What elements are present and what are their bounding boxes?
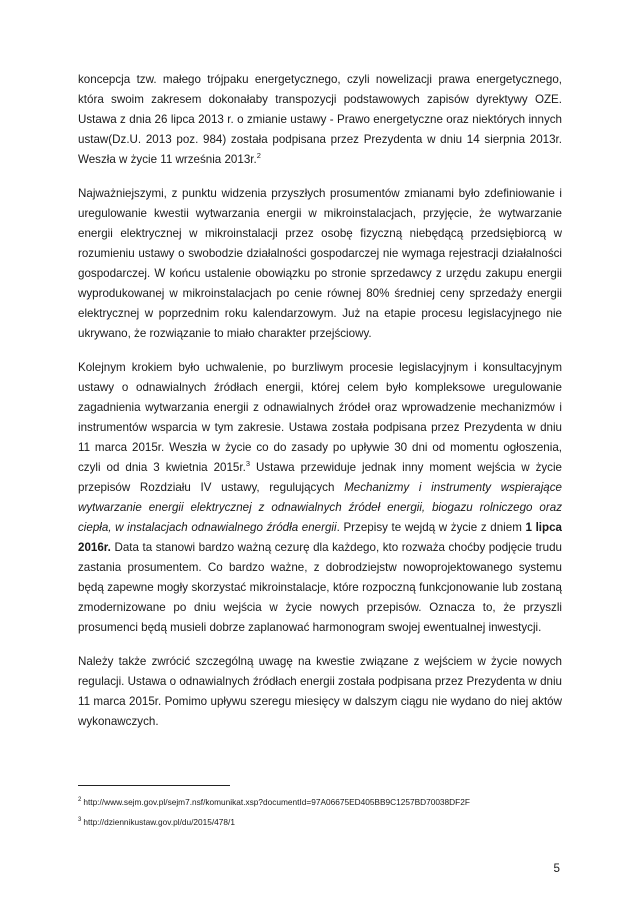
footnote-2	[78, 797, 562, 808]
document-body	[78, 70, 562, 746]
footnote-3	[78, 817, 562, 828]
italic-title: Mechanizmy i instrumenty wspierające wytwarzanie energii elektrycznej z odnawialnych źródeł energii, biogazu rolniczego oraz ciepła, w instalacjach odnawialnego źródła energii	[78, 481, 563, 534]
page-number: 5	[553, 862, 560, 875]
paragraph: Najważniejszymi, z punktu widzenia przyszłych prosumentów zmianami było zdefiniowanie i uregulowanie kwestii wytwarzania energii w mikroinstalacjach, przyjęcie, że wytwarzanie energii elektrycznej w mikroinstalacji przez osobę fizyczną niebędącą przedsiębiorcą w rozumieniu ustawy o swobodzie działalności gospodarczej nie wymaga rejestracji działalności gospodarczej. W końcu ustalenie obowiązku po stronie sprzedawcy z urzędu zakupu energii wyprodukowanej w mikroinstalacjach po cenie równej 80% średniej ceny sprzedaży energii elektrycznej w poprzednim roku kalendarzowym. Już na etapie procesu legislacyjnego nie ukrywano, że rozwiązanie to miało charakter przejściowy.	[78, 187, 562, 340]
footnote-ref-2[interactable]: 2	[256, 151, 261, 161]
paragraph: Kolejnym krokiem było uchwalenie, po burzliwym procesie legislacyjnym i konsultacyjnym ustawy o odnawialnych źródłach energii, której celem było kompleksowe uregulowanie zagadnienia wytwarzania energii z odnawialnych źródeł oraz wprowadzenie mechanizmów i instrumentów wsparcia w tym zakresie. Ustawa została podpisana przez Prezydenta w dniu 11 marca 2015r. Weszła w życie co do zasady po upływie 30 dni od momentu ogłoszenia, czyli od dnia 3 kwietnia 2015r.$^3$ Ustawa przewiduje jednak inny moment wejścia w życie przepisów Rozdziału IV ustawy, regulujących Mechanizmy i instrumenty wspierające wytwarzanie energii elektrycznej z odnawialnych źródeł energii, biogazu rolniczego oraz ciepła, w instalacjach odnawialnego źródła energii. Przepisy te wejdą w życie z dniem 1 lipca 2016r. Data ta stanowi bardzo ważną cezurę dla każdego, kto rozważa choćby podjęcie trudu zastania prosumentem. Co bardzo ważne, z dobrodziejstw nowoprojektowanego systemu będą zapewne mogły skorzystać mikroinstalacje, które rozpoczną funkcjonowanie lub zostaną zmodernizowane po dniu wejścia w życie nowych przepisów. Oznacza to, że przyszli prosumenci będą musieli dobrze zaplanować harmonogram swojej ewentualnej inwestycji.	[78, 361, 563, 634]
footnote-marker: 3	[78, 817, 82, 824]
paragraph: koncepcja tzw. małego trójpaku energetycznego, czyli nowelizacji prawa energetycznego, która swoim zakresem dokonałaby transpozycji podstawowych zapisów dyrektywy OZE. Ustawa z dnia 26 lipca 2013 r. o zmianie ustawy - Prawo energetyczne oraz niektórych innych ustaw(Dz.U. 2013 poz. 984) została podpisana przez Prezydenta w dniu 14 sierpnia 2013r. Weszła w życie 11 września 2013r.$^2$	[78, 73, 562, 166]
paragraph: Należy także zwrócić szczególną uwagę na kwestie związane z wejściem w życie nowych regulacji. Ustawa o odnawialnych źródłach energii została podpisana przez Prezydenta w dniu 11 marca 2015r. Pomimo upływu szeregu miesięcy w dalszym ciągu nie wydano do niej aktów wykonawczych.	[78, 655, 562, 728]
footnote-link[interactable]: http://www.sejm.gov.pl/sejm7.nsf/komunikat.xsp?documentId=97A06675ED405BB9C1257BD70038DF2F	[83, 797, 470, 807]
bold-date: 1 lipca 2016r.	[78, 521, 562, 554]
footnote-separator	[78, 785, 230, 786]
footnote-link[interactable]: http://dziennikustaw.gov.pl/du/2015/478/1	[83, 817, 235, 827]
footnote-ref-3[interactable]: 3	[245, 459, 250, 469]
footnote-marker: 2	[78, 797, 82, 804]
